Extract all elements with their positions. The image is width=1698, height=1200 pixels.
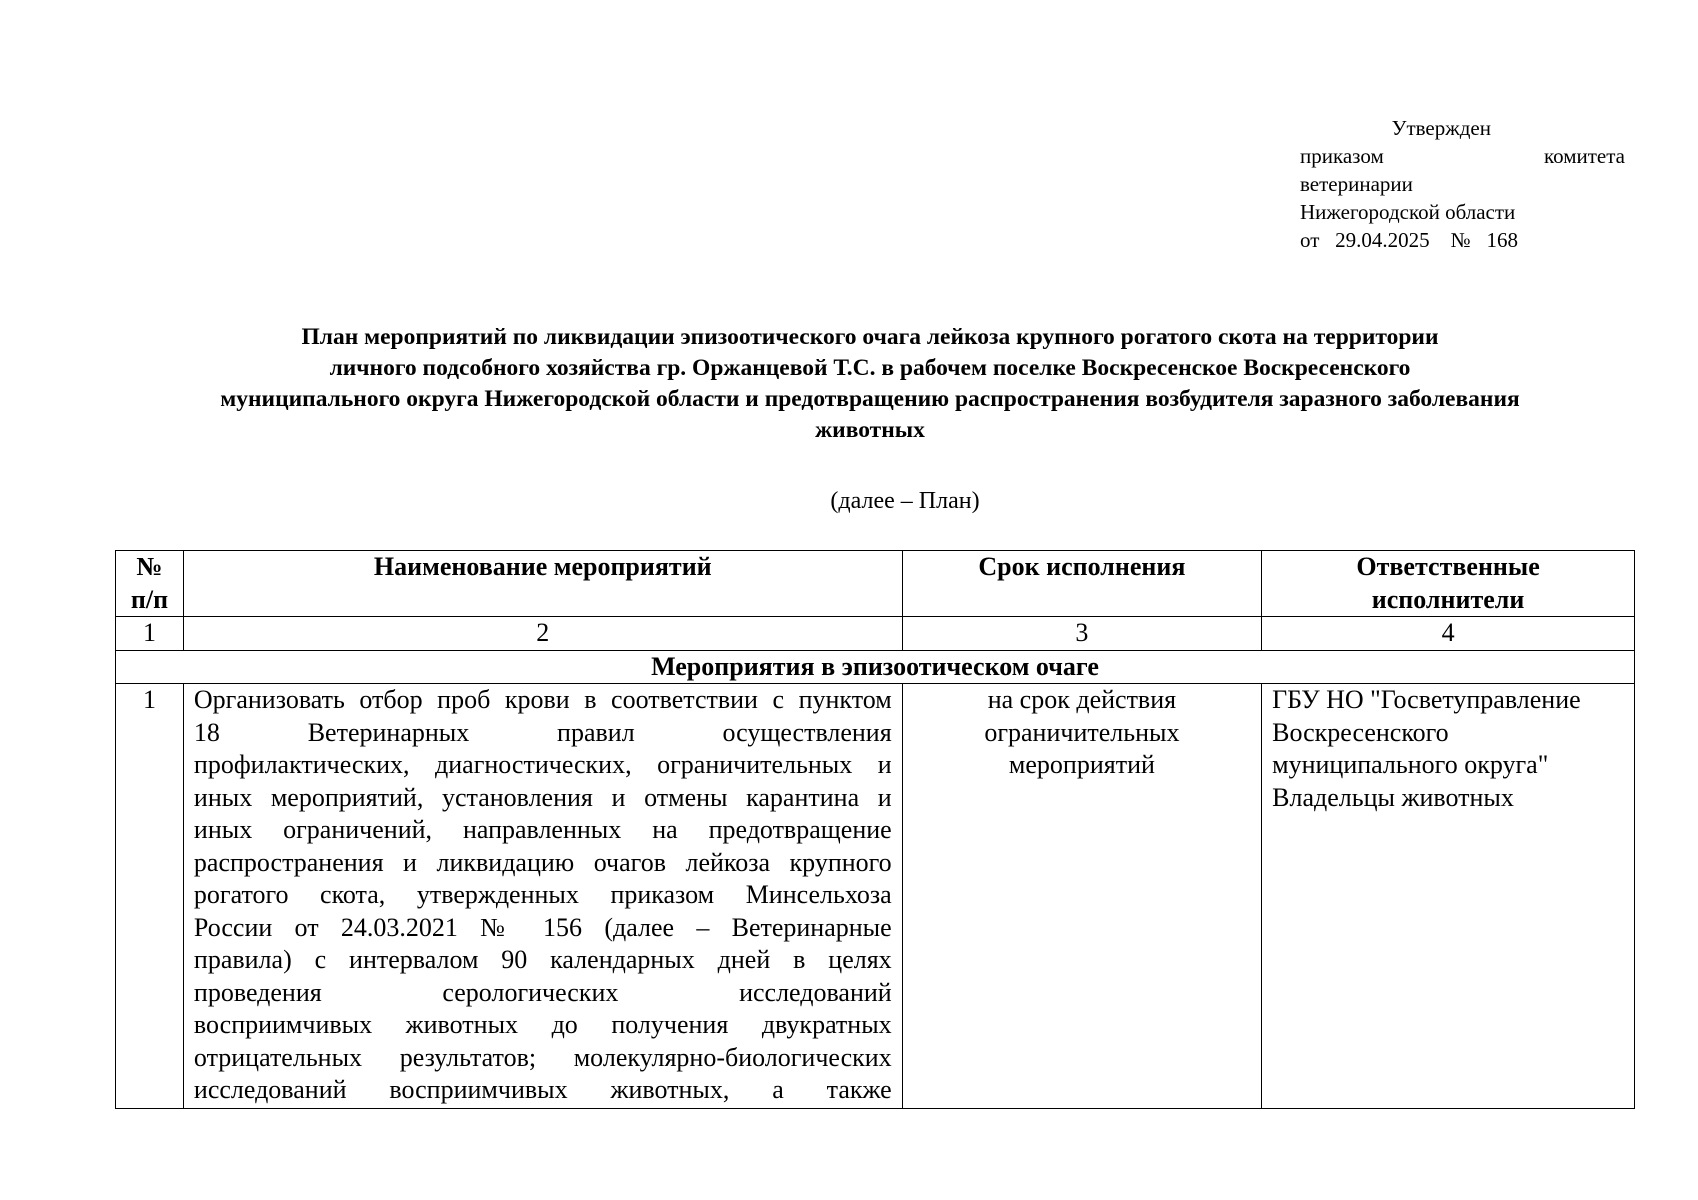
title-line: План мероприятий по ликвидации эпизоотического очага лейкоза крупного рогатого скота на территории	[301, 324, 1439, 350]
header-term: Срок исполнения	[902, 551, 1261, 617]
description-line: проведения серологических исследований	[193, 977, 892, 1007]
title-line: животных	[815, 417, 925, 443]
approval-committee-word: комитета	[1543, 144, 1625, 168]
approval-title: Утвержден	[1391, 116, 1491, 140]
responsible-line: муниципального округа"	[1272, 750, 1549, 779]
table-row	[116, 684, 1635, 1109]
section-title: Мероприятия в эпизоотическом очаге	[116, 650, 1635, 684]
description-line: иных мероприятий, установления и отмены карантина и	[193, 782, 892, 812]
header-responsible-line: Ответственные	[1356, 552, 1540, 581]
responsible-line: Воскресенского	[1272, 717, 1449, 747]
table-header-row	[116, 551, 1635, 617]
approval-vet-line: ветеринарии	[1300, 172, 1413, 196]
description-line: иных ограничений, направленных на предотвращение	[193, 815, 892, 844]
row-term	[902, 684, 1261, 1109]
header-responsible	[1262, 551, 1635, 617]
term-line: на срок действия	[987, 685, 1177, 714]
responsible-line: ГБУ НО "Госветуправление	[1272, 685, 1581, 714]
description-line: профилактических, диагностических, ограничительных и	[193, 750, 892, 779]
responsible-line: Владельцы животных	[1272, 782, 1514, 812]
description-line: 18 Ветеринарных правил осуществления	[193, 717, 892, 747]
term-line: мероприятий	[1008, 750, 1155, 779]
document-subtitle: (далее – План)	[830, 488, 980, 514]
row-description	[183, 684, 902, 1109]
description-line: отрицательных результатов; молекулярно-биологических	[193, 1042, 892, 1072]
header-responsible-line: исполнители	[1371, 584, 1525, 614]
document-title	[110, 322, 1630, 446]
description-line: распространения и ликвидацию очагов лейкоза крупного	[193, 847, 892, 877]
description-line: России от 24.03.2021 № 156 (далее – Ветеринарные	[193, 912, 892, 942]
column-number-row	[116, 617, 1635, 651]
row-responsible	[1262, 684, 1635, 1109]
approval-region-line: Нижегородской области	[1300, 200, 1516, 224]
description-line: исследований восприимчивых животных, а также	[193, 1075, 892, 1104]
description-line: правила) с интервалом 90 календарных дней в целях	[193, 945, 892, 974]
approval-number: 168	[1486, 228, 1518, 252]
plan-table	[115, 550, 1635, 1109]
description-line: восприимчивых животных до получения двукратных	[193, 1010, 892, 1039]
header-number-pp: п/п	[130, 584, 169, 614]
approval-order-line	[1300, 142, 1625, 170]
header-number	[116, 551, 184, 617]
title-line: муниципального округа Нижегородской области и предотвращению распространения возбудителя заразного заболевания	[220, 386, 1520, 412]
column-number: 4	[1262, 617, 1635, 651]
column-number: 2	[183, 617, 902, 651]
column-number: 1	[116, 617, 184, 651]
title-line: личного подсобного хозяйства гр. Оржанцевой Т.С. в рабочем поселке Воскресенское Воскресенского	[329, 355, 1411, 381]
term-line: ограничительных	[984, 717, 1180, 747]
description-line: рогатого скота, утвержденных приказом Минсельхоза	[193, 880, 892, 909]
header-number-sign: №	[136, 552, 163, 581]
approval-date-prefix: от	[1300, 228, 1320, 252]
approval-date: 29.04.2025	[1335, 228, 1430, 252]
header-name: Наименование мероприятий	[183, 551, 902, 617]
description-line: Организовать отбор проб крови в соответствии с пунктом	[193, 685, 892, 714]
row-index: 1	[116, 684, 184, 1109]
column-number: 3	[902, 617, 1261, 651]
approval-block	[1300, 114, 1625, 254]
approval-date-line	[1300, 226, 1625, 254]
approval-number-sign: №	[1450, 228, 1471, 252]
approval-order-word: приказом	[1300, 144, 1384, 168]
section-row	[116, 650, 1635, 684]
